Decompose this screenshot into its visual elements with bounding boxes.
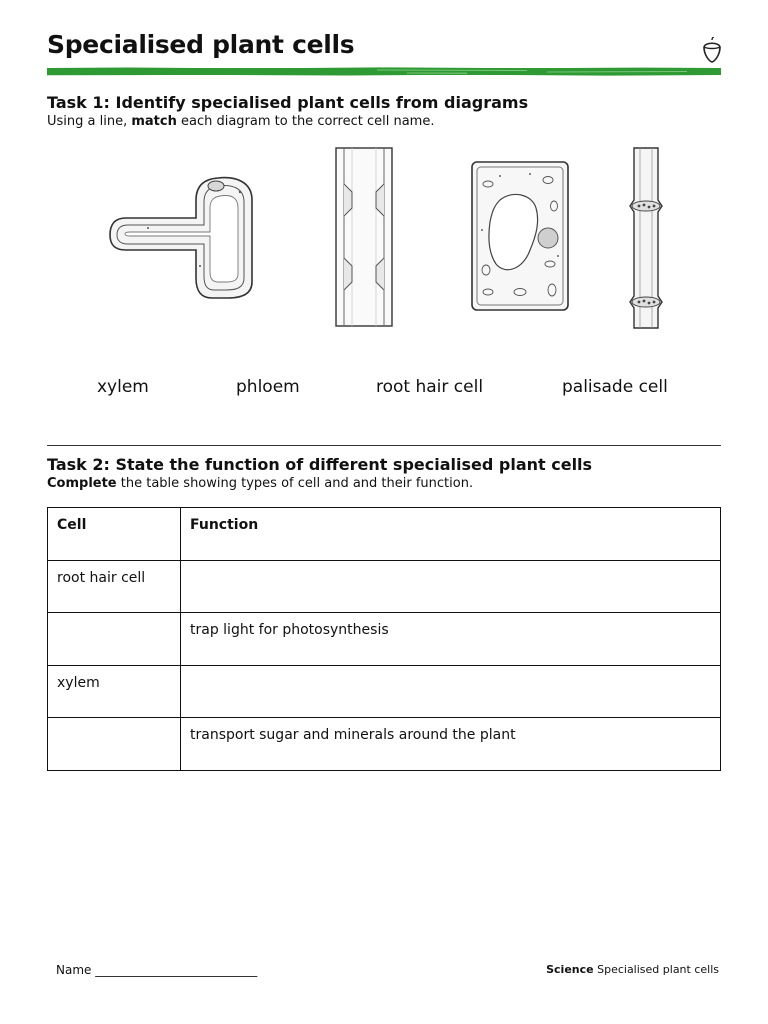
footer-subject: Science [546,963,594,976]
footer-subject-topic [546,963,719,976]
task2-heading: Task 2: State the function of different specialised plant cells [47,455,593,474]
footer-topic: Specialised plant cells [597,963,719,976]
table-cell-function[interactable]: transport sugar and minerals around the plant [181,718,721,771]
task1-instruction [47,114,434,129]
table-cell-cell[interactable] [48,718,181,771]
table-cell-cell[interactable]: xylem [48,665,181,718]
table-header-row [48,508,721,561]
cell-name-option[interactable]: root hair cell [376,377,484,397]
task1-instruction-text-end: each diagram to the correct cell name. [176,114,435,129]
table-cell-function[interactable] [181,560,721,613]
acorn-logo-icon [701,37,723,63]
page-title: Specialised plant cells [47,30,355,59]
xylem-diagram [334,146,394,328]
table-cell-cell[interactable] [48,613,181,666]
task1-instruction-text-start: Using a line, [47,114,132,129]
table-row [48,718,721,771]
table-row [48,613,721,666]
root-hair-cell-diagram [108,170,258,300]
palisade-cell-diagram [470,160,570,312]
name-field-label[interactable]: Name ___________________________ [56,963,258,977]
section-divider [47,445,721,446]
cell-function-table [47,507,721,771]
table-cell-function[interactable] [181,665,721,718]
cell-name-option[interactable]: phloem [236,377,300,397]
task2-instruction-text: the table showing types of cell and and their function. [116,476,474,491]
task2-instruction [47,476,473,491]
table-cell-cell[interactable]: root hair cell [48,560,181,613]
table-header-cell: Function [181,508,721,561]
table-header-cell: Cell [48,508,181,561]
cell-name-option[interactable]: palisade cell [562,377,668,397]
task2-instruction-keyword: Complete [47,476,117,491]
task1-heading: Task 1: Identify specialised plant cells from diagrams [47,93,529,112]
cell-name-option[interactable]: xylem [97,377,149,397]
table-row [48,560,721,613]
phloem-diagram [626,146,666,330]
table-row [48,665,721,718]
task1-instruction-keyword: match [131,114,177,129]
title-underline-bar [47,67,721,76]
table-cell-function[interactable]: trap light for photosynthesis [181,613,721,666]
